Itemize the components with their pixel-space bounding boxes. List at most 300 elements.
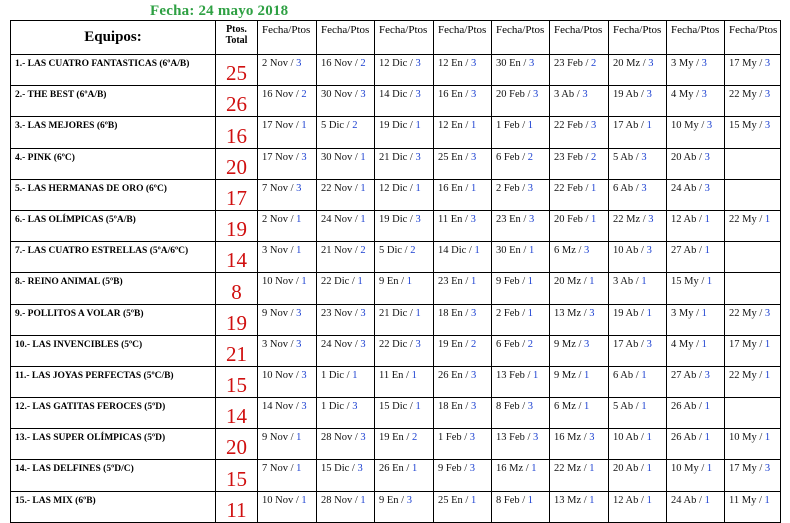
match-date: 1 Feb [438,432,462,444]
match-cell [434,117,492,148]
match-cell [317,491,375,522]
match-date: 1 Feb [496,120,520,132]
match-date: 10 Nov [262,369,294,381]
match-date: 1 Dic [321,401,345,413]
separator: / [462,494,471,506]
match-points: 1 [415,182,421,194]
match-points: 1 [589,494,595,506]
separator: / [466,245,475,257]
separator: / [407,58,416,69]
separator: / [402,245,411,257]
match-points: 1 [584,401,590,413]
separator: / [293,401,302,413]
match-cell [434,273,492,304]
match-points: 3 [296,307,302,319]
separator: / [352,307,361,319]
separator: / [693,307,702,319]
separator: / [287,338,297,350]
separator: / [524,369,534,381]
match-date: 16 Nov [262,89,294,101]
team-name: 2.- THE BEST (6ºA/B) [11,86,216,117]
match-points: 2 [352,120,358,132]
date-column-header: Fecha/Ptos [258,21,317,55]
match-points: 1 [527,120,534,132]
match-date: 22 Mz [613,213,641,225]
match-cell [667,86,725,117]
match-date: 24 Ab [671,494,697,506]
match-points: 3 [469,463,476,475]
separator: / [462,120,471,132]
separator: / [352,338,361,350]
match-points: 1 [646,307,652,319]
match-date: 5 Ab [613,401,634,413]
points-total: 11 [216,491,258,522]
match-date: 11 En [379,369,404,381]
points-total: 26 [216,86,258,117]
match-cell [725,460,781,491]
separator: / [519,338,528,350]
separator: / [696,494,705,506]
match-points: 2 [591,58,597,69]
match-points: 1 [706,463,713,475]
separator: / [352,58,361,69]
separator: / [633,276,642,288]
separator: / [575,338,585,350]
match-date: 9 En [379,494,399,506]
separator: / [756,307,765,319]
points-total: 20 [216,148,258,179]
match-date: 15 My [729,120,757,132]
match-cell [258,179,317,210]
match-date: 6 Ab [613,182,634,194]
separator: / [638,338,647,350]
match-date: 20 Mz [613,58,641,69]
match-date: 18 En [438,307,463,319]
separator: / [581,494,590,506]
match-date: 13 Mz [554,494,582,506]
match-cell [317,148,375,179]
separator: / [407,307,416,319]
match-date: 27 Ab [671,369,697,381]
separator: / [574,89,583,101]
page-title: Fecha: 24 mayo 2018 [150,3,289,19]
match-date: 20 Ab [671,151,697,163]
match-cell [375,491,434,522]
match-cell [258,86,317,117]
match-cell [375,273,434,304]
match-points: 1 [411,369,417,381]
match-points: 1 [591,213,597,225]
match-date: 2 Feb [496,182,520,194]
match-points: 1 [646,463,652,475]
separator: / [698,276,707,288]
match-date: 22 Feb [554,182,583,194]
match-cell [725,398,781,429]
match-points: 1 [527,307,534,319]
match-date: 3 Nov [262,245,288,257]
match-points: 1 [470,276,477,288]
points-header-line2: Total [225,35,248,46]
match-points: 1 [527,276,534,288]
match-cell [609,273,667,304]
match-points: 2 [527,338,534,350]
match-points: 3 [646,338,652,350]
match-cell [258,366,317,397]
match-cell [725,210,781,241]
match-cell [375,398,434,429]
separator: / [352,432,361,444]
separator: / [287,245,297,257]
match-cell [609,179,667,210]
match-date: 21 Dic [379,307,408,319]
points-total: 15 [216,366,258,397]
separator: / [640,58,649,69]
match-cell [667,148,725,179]
match-date: 4 My [671,89,694,101]
separator: / [403,432,412,444]
match-date: 13 Feb [496,432,525,444]
date-column-header: Fecha/Ptos [667,21,725,55]
separator: / [462,338,471,350]
separator: / [352,151,361,163]
points-total: 19 [216,304,258,335]
match-cell [725,429,781,460]
match-date: 9 Mz [554,338,576,350]
match-points: 1 [415,401,421,413]
match-cell [550,273,609,304]
separator: / [582,182,592,194]
team-name: 11.- LAS JOYAS PERFECTAS (5ºC/B) [11,366,216,397]
match-date: 22 My [729,307,757,319]
match-cell [317,55,375,86]
match-cell [667,273,725,304]
match-points: 1 [704,401,710,413]
match-cell [725,335,781,366]
match-cell [258,491,317,522]
match-cell [492,273,550,304]
match-date: 16 Mz [496,463,524,475]
match-points: 3 [470,307,477,319]
match-date: 11 My [729,494,757,506]
separator: / [633,401,642,413]
separator: / [462,213,471,225]
match-points: 3 [528,58,535,69]
match-cell [609,242,667,273]
match-date: 22 Mz [554,463,582,475]
match-points: 1 [764,432,771,444]
match-cell [550,210,609,241]
match-cell [550,242,609,273]
separator: / [633,151,642,163]
match-date: 19 En [379,432,404,444]
match-points: 1 [360,151,366,163]
match-points: 3 [648,58,654,69]
match-cell [725,117,781,148]
match-date: 10 Nov [262,494,294,506]
match-cell [550,335,609,366]
match-cell [667,429,725,460]
match-date: 26 En [438,369,463,381]
match-points: 3 [591,120,597,132]
match-points: 3 [352,401,358,413]
match-points: 1 [470,494,477,506]
match-points: 3 [706,120,713,132]
separator: / [698,463,707,475]
separator: / [581,432,590,444]
match-points: 3 [406,494,412,506]
match-cell [725,148,781,179]
match-points: 1 [470,120,477,132]
match-cell [434,335,492,366]
match-date: 7 Nov [262,463,288,475]
table-row [11,210,781,241]
match-cell [375,335,434,366]
match-points: 3 [533,89,539,101]
match-cell [550,398,609,429]
match-points: 3 [764,120,771,132]
match-cell [492,55,550,86]
match-points: 3 [470,401,477,413]
match-points: 1 [415,307,421,319]
match-date: 10 My [729,432,757,444]
separator: / [756,463,765,475]
match-date: 12 Ab [671,213,697,225]
match-date: 7 Nov [262,182,288,194]
separator: / [756,89,765,101]
team-column-header: Equipos: [11,21,216,55]
match-date: 21 Dic [379,151,408,163]
match-cell [375,55,434,86]
match-date: 28 Nov [321,432,353,444]
match-date: 12 En [438,120,463,132]
match-points: 3 [648,213,654,225]
match-cell [258,460,317,491]
match-points: 2 [360,58,366,69]
match-cell [434,148,492,179]
separator: / [352,213,361,225]
team-name: 13.- LAS SUPER OLÍMPICAS (5ºD) [11,429,216,460]
match-points: 1 [301,276,307,288]
separator: / [287,307,297,319]
match-date: 8 Feb [496,401,520,413]
match-cell [725,86,781,117]
date-column-header: Fecha/Ptos [609,21,667,55]
match-cell [667,304,725,335]
points-total: 15 [216,460,258,491]
separator: / [696,213,705,225]
separator: / [287,463,297,475]
match-points: 1 [296,245,302,257]
match-points: 3 [584,338,590,350]
match-cell [375,242,434,273]
separator: / [638,245,647,257]
separator: / [287,58,297,69]
match-points: 1 [411,463,418,475]
separator: / [640,213,649,225]
separator: / [638,89,647,101]
separator: / [756,338,765,350]
separator: / [575,369,585,381]
match-date: 19 En [438,338,463,350]
table-row [11,335,781,366]
match-points: 3 [701,89,707,101]
match-points: 1 [641,369,647,381]
match-cell [317,117,375,148]
match-points: 3 [360,338,366,350]
match-cell [609,148,667,179]
match-cell [609,55,667,86]
points-total: 20 [216,429,258,460]
separator: / [403,369,412,381]
match-points: 3 [533,432,539,444]
match-cell [550,179,609,210]
match-points: 3 [701,58,707,69]
match-points: 1 [474,245,480,257]
match-cell [609,335,667,366]
match-cell [550,366,609,397]
match-date: 6 Ab [613,369,634,381]
match-points: 3 [415,58,421,69]
match-cell [725,55,781,86]
match-points: 1 [704,432,710,444]
match-cell [492,366,550,397]
match-points: 2 [360,245,366,257]
match-date: 14 Dic [379,89,408,101]
match-cell [317,366,375,397]
match-cell [258,398,317,429]
table-row [11,179,781,210]
separator: / [520,213,529,225]
separator: / [520,58,529,69]
match-cell [434,210,492,241]
separator: / [462,151,471,163]
match-points: 1 [646,432,652,444]
match-date: 10 Ab [613,432,639,444]
separator: / [407,89,416,101]
separator: / [403,463,412,475]
match-date: 12 Dic [379,58,408,69]
match-date: 3 Ab [554,89,575,101]
match-cell [317,179,375,210]
match-cell [550,55,609,86]
separator: / [519,276,528,288]
match-date: 16 En [438,89,463,101]
match-cell [550,148,609,179]
match-cell [434,179,492,210]
table-row [11,86,781,117]
match-cell [258,117,317,148]
match-points: 1 [301,120,307,132]
separator: / [349,463,358,475]
match-date: 16 Mz [554,432,582,444]
match-cell [667,242,725,273]
separator: / [407,151,416,163]
match-points: 3 [704,182,710,194]
separator: / [352,182,361,194]
match-points: 1 [296,432,302,444]
separator: / [581,463,590,475]
match-points: 3 [704,369,710,381]
match-points: 1 [470,182,477,194]
match-points: 2 [301,89,307,101]
match-date: 15 My [671,276,699,288]
match-date: 9 Feb [438,463,462,475]
separator: / [696,245,705,257]
match-cell [492,429,550,460]
match-cell [375,366,434,397]
match-date: 6 Mz [554,245,576,257]
table-row [11,273,781,304]
match-points: 3 [296,58,302,69]
separator: / [462,89,471,101]
points-total: 14 [216,242,258,273]
date-column-header: Fecha/Ptos [375,21,434,55]
match-cell [317,86,375,117]
match-cell [317,398,375,429]
separator: / [461,463,470,475]
match-cell [492,398,550,429]
match-cell [667,179,725,210]
match-date: 17 My [729,463,757,475]
match-points: 1 [589,276,595,288]
separator: / [756,432,765,444]
match-date: 3 My [671,307,694,319]
match-cell [609,117,667,148]
match-points: 1 [584,369,590,381]
match-cell [609,491,667,522]
points-header-line1: Ptos. [226,24,247,35]
match-cell [609,398,667,429]
match-date: 22 Dic [321,276,350,288]
match-cell [492,86,550,117]
match-points: 3 [764,58,771,69]
match-date: 17 My [729,338,757,350]
match-points: 3 [296,182,302,194]
match-cell [317,429,375,460]
date-column-header: Fecha/Ptos [550,21,609,55]
match-points: 3 [415,151,421,163]
match-points: 2 [470,338,477,350]
separator: / [398,494,407,506]
separator: / [407,213,416,225]
match-date: 24 Ab [671,182,697,194]
match-date: 22 My [729,89,757,101]
match-cell [434,242,492,273]
match-cell [375,210,434,241]
separator: / [519,182,528,194]
team-name: 14.- LAS DELFINES (5ºD/C) [11,460,216,491]
match-points: 1 [360,182,366,194]
match-date: 12 En [438,58,463,69]
separator: / [293,369,302,381]
table-row [11,242,781,273]
match-date: 9 Feb [496,276,520,288]
table-row [11,460,781,491]
team-name: 4.- PINK (6ºC) [11,148,216,179]
separator: / [693,89,702,101]
match-points: 1 [704,245,710,257]
match-date: 10 Ab [613,245,639,257]
match-cell [375,86,434,117]
match-date: 25 En [438,494,463,506]
match-cell [375,429,434,460]
match-points: 1 [589,463,595,475]
match-date: 6 Feb [496,151,520,163]
match-date: 10 My [671,463,699,475]
team-name: 6.- LAS OLÍMPICAS (5ºA/B) [11,210,216,241]
match-cell [375,460,434,491]
match-cell [667,117,725,148]
